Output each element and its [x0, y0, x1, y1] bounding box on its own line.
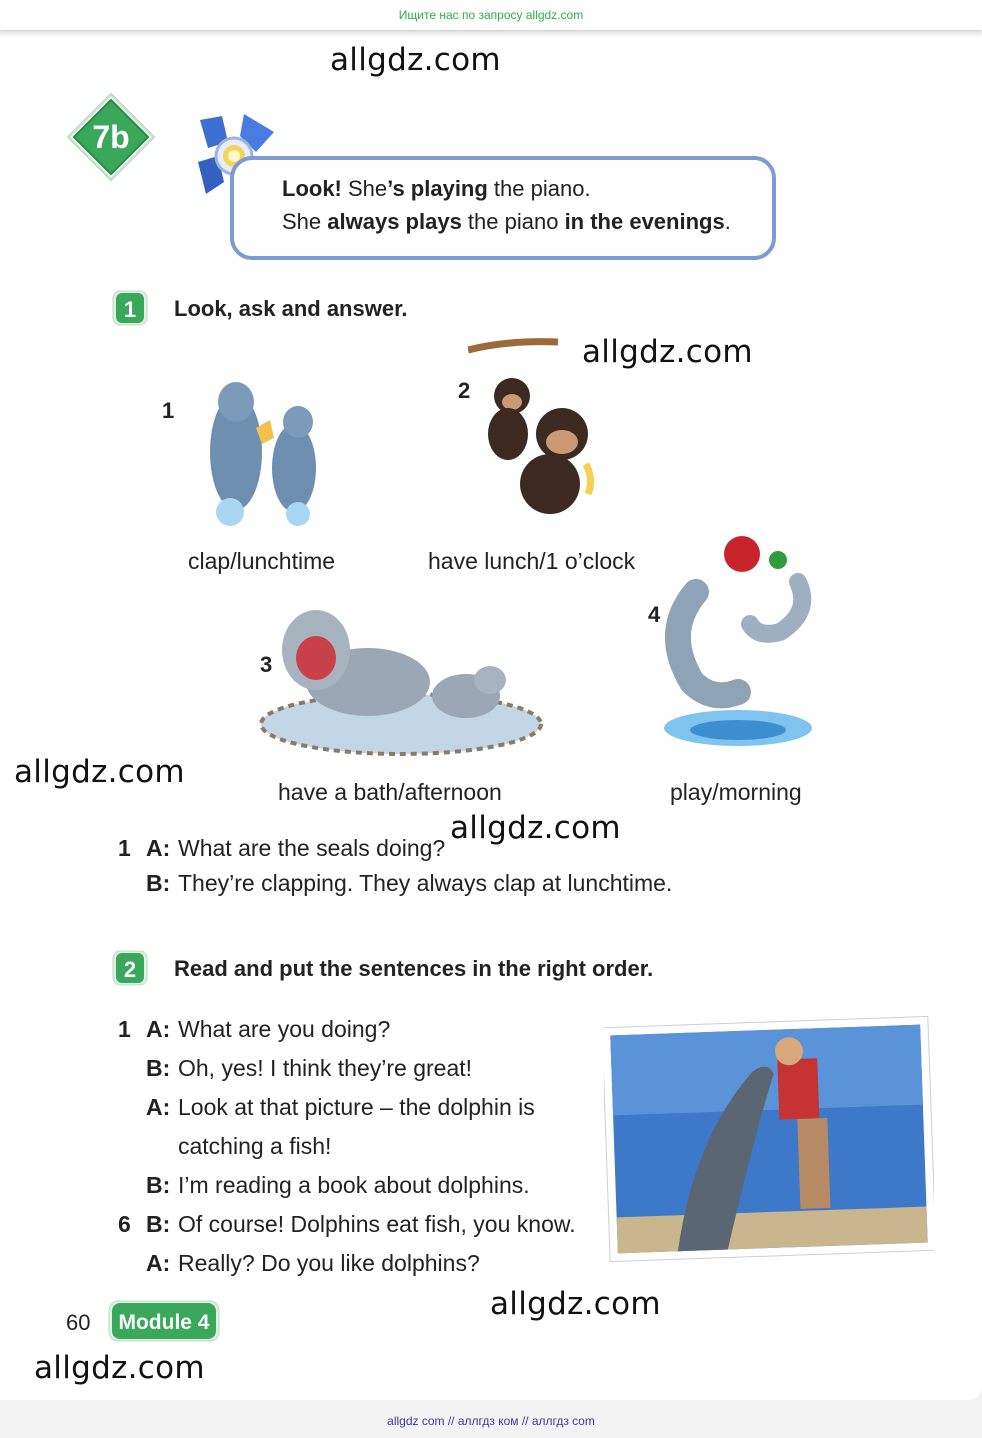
lesson-badge — [66, 92, 156, 182]
speaker-label: A: — [146, 1250, 171, 1276]
grammar-text: . — [724, 209, 731, 234]
grammar-text: the piano. — [487, 176, 591, 201]
example-question: What are the seals doing? — [178, 835, 446, 861]
speaker-label: B: — [146, 1211, 171, 1237]
exercise-2-number — [112, 950, 148, 986]
watermark: allgdz.com — [582, 334, 753, 370]
module-badge — [108, 1300, 220, 1342]
dolphins-playing-icon — [652, 532, 824, 764]
grammar-look: Look! — [282, 176, 342, 201]
example-line-a — [118, 835, 445, 862]
watermark: allgdz.com — [490, 1286, 661, 1322]
grammar-line-1 — [282, 176, 591, 202]
line-text: Look at that picture – the dolphin is — [178, 1094, 535, 1120]
picture-caption: clap/lunchtime — [188, 548, 336, 574]
seals-clapping-icon — [198, 372, 328, 530]
exercise-1-title: Look, ask and answer. — [174, 296, 408, 321]
watermark: allgdz.com — [34, 1350, 205, 1386]
speaker-label: A: — [146, 1016, 171, 1042]
picture-number: 4 — [648, 602, 661, 627]
example-answer: They’re clapping. They always clap at lunchtime. — [178, 870, 673, 896]
line-number: 1 — [118, 1016, 131, 1042]
speaker-label: B: — [146, 1172, 171, 1198]
lesson-label: 7b — [92, 119, 130, 155]
grammar-line-2 — [282, 209, 731, 235]
watermark: allgdz.com — [14, 754, 185, 790]
picture-caption: have lunch/1 o’clock — [428, 548, 636, 574]
picture-caption: play/morning — [670, 779, 802, 805]
picture-number: 3 — [260, 652, 273, 677]
svg-text:1: 1 — [123, 297, 137, 322]
line-text: Oh, yes! I think they’re great! — [178, 1055, 473, 1081]
dialogue-line — [118, 1211, 576, 1238]
example-number: 1 — [118, 835, 131, 861]
line-text: Of course! Dolphins eat fish, you know. — [178, 1211, 576, 1237]
picture-number: 1 — [162, 398, 175, 423]
grammar-bold: ’s playing — [387, 176, 488, 201]
grammar-bold: in the evenings — [564, 209, 725, 234]
speaker-label: B: — [146, 870, 171, 896]
picture-caption: have a bath/afternoon — [278, 779, 502, 805]
picture-number: 2 — [458, 378, 471, 403]
grammar-box — [230, 156, 776, 260]
dialogue-line — [146, 1094, 535, 1121]
dialogue-line — [146, 1250, 480, 1277]
grammar-bold: always plays — [327, 209, 462, 234]
dialogue-line — [146, 1172, 530, 1199]
svg-text:2: 2 — [123, 957, 137, 982]
line-number: 6 — [118, 1211, 131, 1237]
line-text: I’m reading a book about dolphins. — [178, 1172, 530, 1198]
dialogue-line — [118, 1016, 390, 1043]
top-banner-text: Ищите нас по запросу allgdz.com — [398, 8, 584, 22]
exercise-1-number — [112, 290, 148, 326]
line-text: Really? Do you like dolphins? — [178, 1250, 480, 1276]
exercise-2-title: Read and put the sentences in the right order. — [174, 956, 654, 981]
speaker-label: B: — [146, 1055, 171, 1081]
line-text: catching a fish! — [178, 1133, 332, 1159]
hippos-bath-icon — [258, 600, 544, 760]
grammar-text: She — [341, 176, 388, 201]
dialogue-line — [178, 1133, 331, 1160]
bottom-banner-text: allgdz com // аллгдз ком // аллгдз com — [387, 1414, 595, 1428]
dolphin-photo — [604, 1016, 934, 1262]
speaker-label: A: — [146, 1094, 171, 1120]
bottom-banner — [0, 1406, 982, 1438]
speaker-label: A: — [146, 835, 171, 861]
page-number: 60 — [66, 1310, 91, 1335]
top-banner — [0, 0, 982, 30]
watermark: allgdz.com — [450, 810, 621, 846]
grammar-text: She — [282, 209, 328, 234]
example-line-b — [146, 870, 672, 897]
svg-text:Module 4: Module 4 — [118, 1311, 210, 1334]
grammar-text: the piano — [461, 209, 565, 234]
line-text: What are you doing? — [178, 1016, 391, 1042]
dialogue-line — [146, 1055, 472, 1082]
watermark: allgdz.com — [330, 42, 501, 78]
